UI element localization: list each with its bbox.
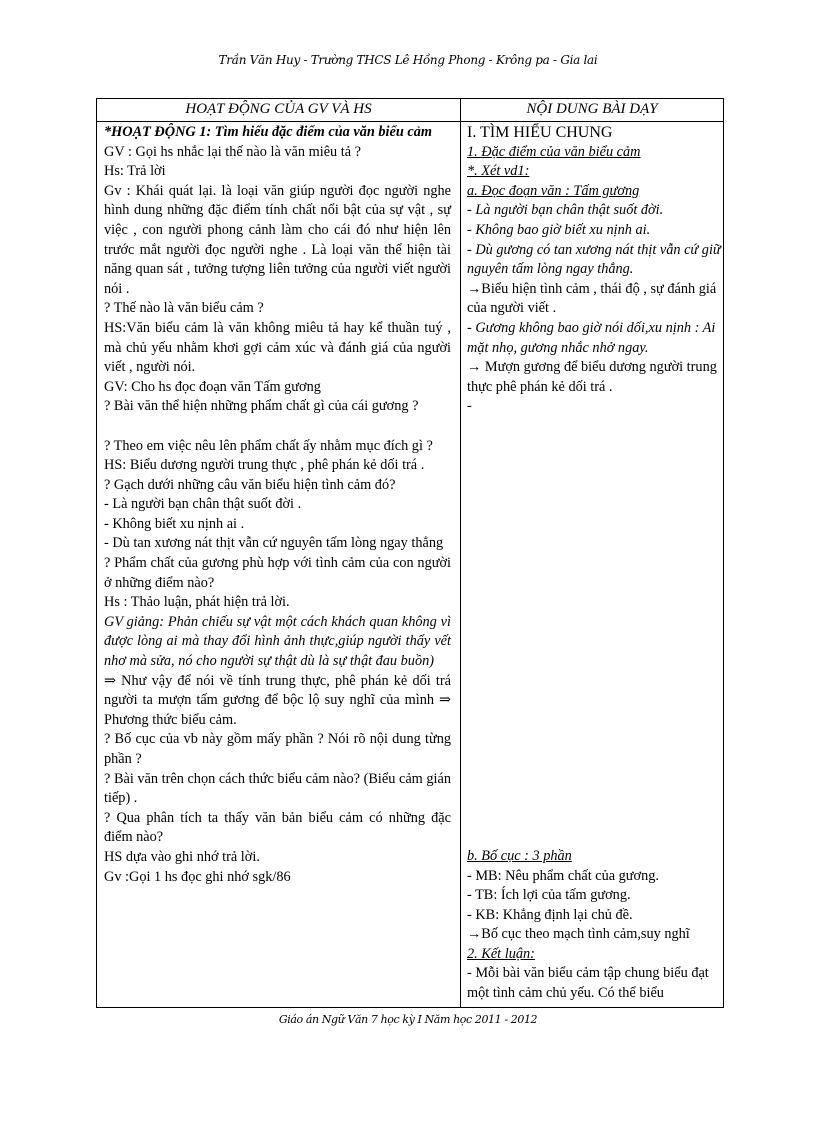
left-line: ? Qua phân tích ta thấy văn bản biểu cảm có những đặc điểm nào? xyxy=(104,809,451,846)
right-line: *. Xét vd1: xyxy=(467,163,530,180)
left-line: Gv : Khái quát lại. là loại văn giúp người đọc người nghe hình dung những đặc điểm tính chất nổi bật của sự vật , sự việc , con người phong cảnh làm cho cái đó như hiện lên trước mắt người đọc người nghe . Là loại văn thể hiện tài năng quan sát , tưởng tượng liên tưởng của người viết người nói . xyxy=(104,182,451,297)
left-column xyxy=(104,123,451,887)
activity-title: *HOẠT ĐỘNG 1: Tìm hiểu đặc điểm của văn biểu cảm xyxy=(104,124,433,140)
header-divider xyxy=(97,121,723,122)
column-divider xyxy=(460,99,461,1007)
right-line: - TB: Ích lợi của tấm gương. xyxy=(467,887,631,904)
section-heading: I. TÌM HIỂU CHUNG xyxy=(467,124,613,141)
right-line: - Gương không bao giờ nói dối,xu nịnh : Ai mặt nhọ, gương nhắc nhở ngay. xyxy=(467,319,716,356)
col1-header: HOẠT ĐỘNG CỦA GV VÀ HS xyxy=(185,101,372,117)
left-line: ? Phẩm chất của gương phù hợp với tình cảm của con người ở những điểm nào? xyxy=(104,555,451,591)
left-line: HS:Văn biểu cảm là văn không miêu tả hay kể thuần tuý , mà chủ yếu nhằm khơi gợi cảm xúc và đánh giá của người viết , người nói. xyxy=(104,319,451,376)
right-line: - xyxy=(467,398,472,415)
left-line: Hs: Trả lời xyxy=(104,163,166,180)
right-line: - Dù gương có tan xương nát thịt vẫn cứ giữ nguyên tấm lòng ngay thẳng. xyxy=(467,241,721,278)
right-line: b. Bố cục : 3 phần xyxy=(467,847,572,864)
right-line: - Mỗi bài văn biểu cảm tập chung biểu đạt một tình cảm chủ yếu. Có thể biểu xyxy=(467,965,709,1002)
left-line: HS dựa vào ghi nhớ trả lời. xyxy=(104,848,260,865)
left-line: ⇒ Như vậy để nói về tính trung thực, phê phán kẻ dối trá người ta mượn tấm gương để bộc lộ suy nghĩ của mình ⇒ Phương thức biểu cảm. xyxy=(104,672,451,728)
left-line: - Là người bạn chân thật suốt đời . xyxy=(104,496,302,513)
left-line: - Dù tan xương nát thịt vẫn cứ nguyên tấm lòng ngay thẳng xyxy=(104,535,444,552)
right-line: - Là người bạn chân thật suốt đời. xyxy=(467,202,664,219)
right-line: - KB: Khẳng định lại chủ đề. xyxy=(467,906,633,923)
left-line: ? Bài văn thể hiện những phẩm chất gì của cái gương ? xyxy=(104,398,419,415)
left-line: GV giảng: Phản chiếu sự vật một cách khách quan không vì được lòng ai mà thay đổi hình ảnh thực,giúp người thấy vết nhơ mà sửa, nó cho người sự thật dù là sự thật đau buồn) xyxy=(104,613,451,670)
left-line: - Không biết xu nịnh ai . xyxy=(104,515,245,532)
spacer xyxy=(104,417,451,437)
page-footer: Giáo án Ngữ Văn 7 học kỳ I Năm học 2011 - 2012 xyxy=(278,1013,538,1026)
left-line: ? Gạch dưới những câu văn biểu hiện tình cảm đó? xyxy=(104,476,396,493)
lesson-table xyxy=(96,98,724,1008)
spacer xyxy=(467,417,721,847)
left-line: HS: Biểu dương người trung thực , phê phán kẻ dối trá . xyxy=(104,457,425,474)
right-line: - MB: Nêu phẩm chất của gương. xyxy=(467,867,659,884)
page-header: Trần Văn Huy - Trường THCS Lê Hồng Phong - Krông pa - Gia lai xyxy=(218,53,598,67)
left-line: ? Bài văn trên chọn cách thức biểu cảm nào? (Biểu cảm gián tiếp) . xyxy=(104,770,451,807)
right-line: 2. Kết luận: xyxy=(467,945,535,962)
left-line: ? Bố cục của vb này gồm mấy phần ? Nói rõ nội dung từng phần ? xyxy=(104,731,451,767)
left-line: Gv :Gọi 1 hs đọc ghi nhớ sgk/86 xyxy=(104,868,291,885)
col2-header: NỘI DUNG BÀI DẠY xyxy=(526,101,658,117)
left-line: GV : Gọi hs nhắc lại thế nào là văn miêu tả ? xyxy=(104,143,362,160)
left-line: GV: Cho hs đọc đoạn văn Tấm gương xyxy=(104,378,321,395)
right-line: → Mượn gương để biểu dương người trung thực phê phán kẻ dối trá . xyxy=(467,359,717,395)
left-line: ? Thế nào là văn biểu cảm ? xyxy=(104,300,264,317)
right-column xyxy=(467,123,721,1004)
right-line: 1. Đặc điểm của văn biểu cảm xyxy=(467,143,641,160)
right-line: →Biểu hiện tình cảm , thái độ , sự đánh giá của người viết . xyxy=(467,280,717,317)
left-line: Hs : Thảo luận, phát hiện trả lời. xyxy=(104,594,290,611)
right-line: a. Đọc đoạn văn : Tấm gương xyxy=(467,182,640,199)
left-line: ? Theo em việc nêu lên phẩm chất ấy nhằm mục đích gì ? xyxy=(104,437,433,454)
right-line: - Không bao giờ biết xu nịnh ai. xyxy=(467,221,651,238)
right-line: →Bố cục theo mạch tình cảm,suy nghĩ xyxy=(467,926,690,943)
